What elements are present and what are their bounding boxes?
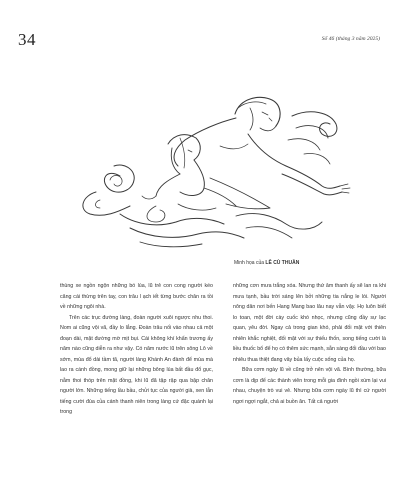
article-left-column xyxy=(60,281,213,418)
paragraph: những cơn mưa trắng xóa. Nhưng thứ âm thanh ấy sẽ lan ra khi mưa tạnh, bầu trời sáng lên bởi những tia nắng le lói. Người nông dân nơi bến Hang Mang bao lâu nay vẫn vậy. Họ luôn biết lo toan, một đời cày cuốc khó nhọc, nhưng cũng đầy sự lạc quan, yêu đời. Ngay cả trong gian khó, phải đối mặt với thiên nhiên khắc nghiệt, đối mặt với sự thiếu thốn, song tiếng cười là liều thuốc bổ để họ có thêm sức mạnh, sẵn sàng đối đầu với bao nhiêu thua thiệt đang vây bủa lấy cuộc sống của họ. xyxy=(233,283,386,363)
article-right-column xyxy=(233,281,386,407)
illustration-caption xyxy=(234,260,299,266)
paragraph: thùng xe ngồn ngộn những bó lúa, lũ trẻ con cong người kéo căng cái thừng trên tay, con trâu l ạch iết từng bước chân ra tồi về những ngôi nhà. xyxy=(60,283,213,310)
issue-label: Số 46 (tháng 3 năm 2025) xyxy=(321,36,380,42)
illustration xyxy=(60,88,360,250)
paragraph: Bữa cơm ngày lũ về cũng trở nên vội vã. Bình thường, bữa cơm là dịp để các thành viên trong mỗi gia đình ngồi xúm lại vui nhau, chuyện trò vui vẻ. Nhưng bữa cơm ngày lũ thì cứ người ngơi ngợi ngắt, chả ai buồn ăn. Tất cả người xyxy=(233,367,386,405)
paragraph: Trên các trục đường làng, đoàn người xuôi ngược nhu thoi. Nom ai cũng vội vã, đầy lo lắng. Đoàn trâu nối vào nhau cả một đoạn dài, mặt đường mờ mịt bụi. Cái không khí khẩn trương ấy năm nào cũng diễn ra như vậy. Có năm nước lũ trên sông Lô về sớm, mùa đổ dài tầm tã, người làng Khánh An đành để mùa mà lao ra cánh đồng, mong giữ lại những bông lúa bất đầu đổ gục, nằm thoi thóp trên mặt đồng, khi lũ đã tập rập qua bập chân người lớn. Những tiếng lầu bầu, chửi tục của người già, xen lẫn tiếng cười đùa của cánh thanh niên trong làng cứ đặc quánh lại trong xyxy=(60,314,213,415)
caption-prefix: Minh họa của xyxy=(234,260,265,266)
page-number: 34 xyxy=(18,30,36,49)
caption-artist: LÊ CÙ THUẦN xyxy=(265,260,300,266)
